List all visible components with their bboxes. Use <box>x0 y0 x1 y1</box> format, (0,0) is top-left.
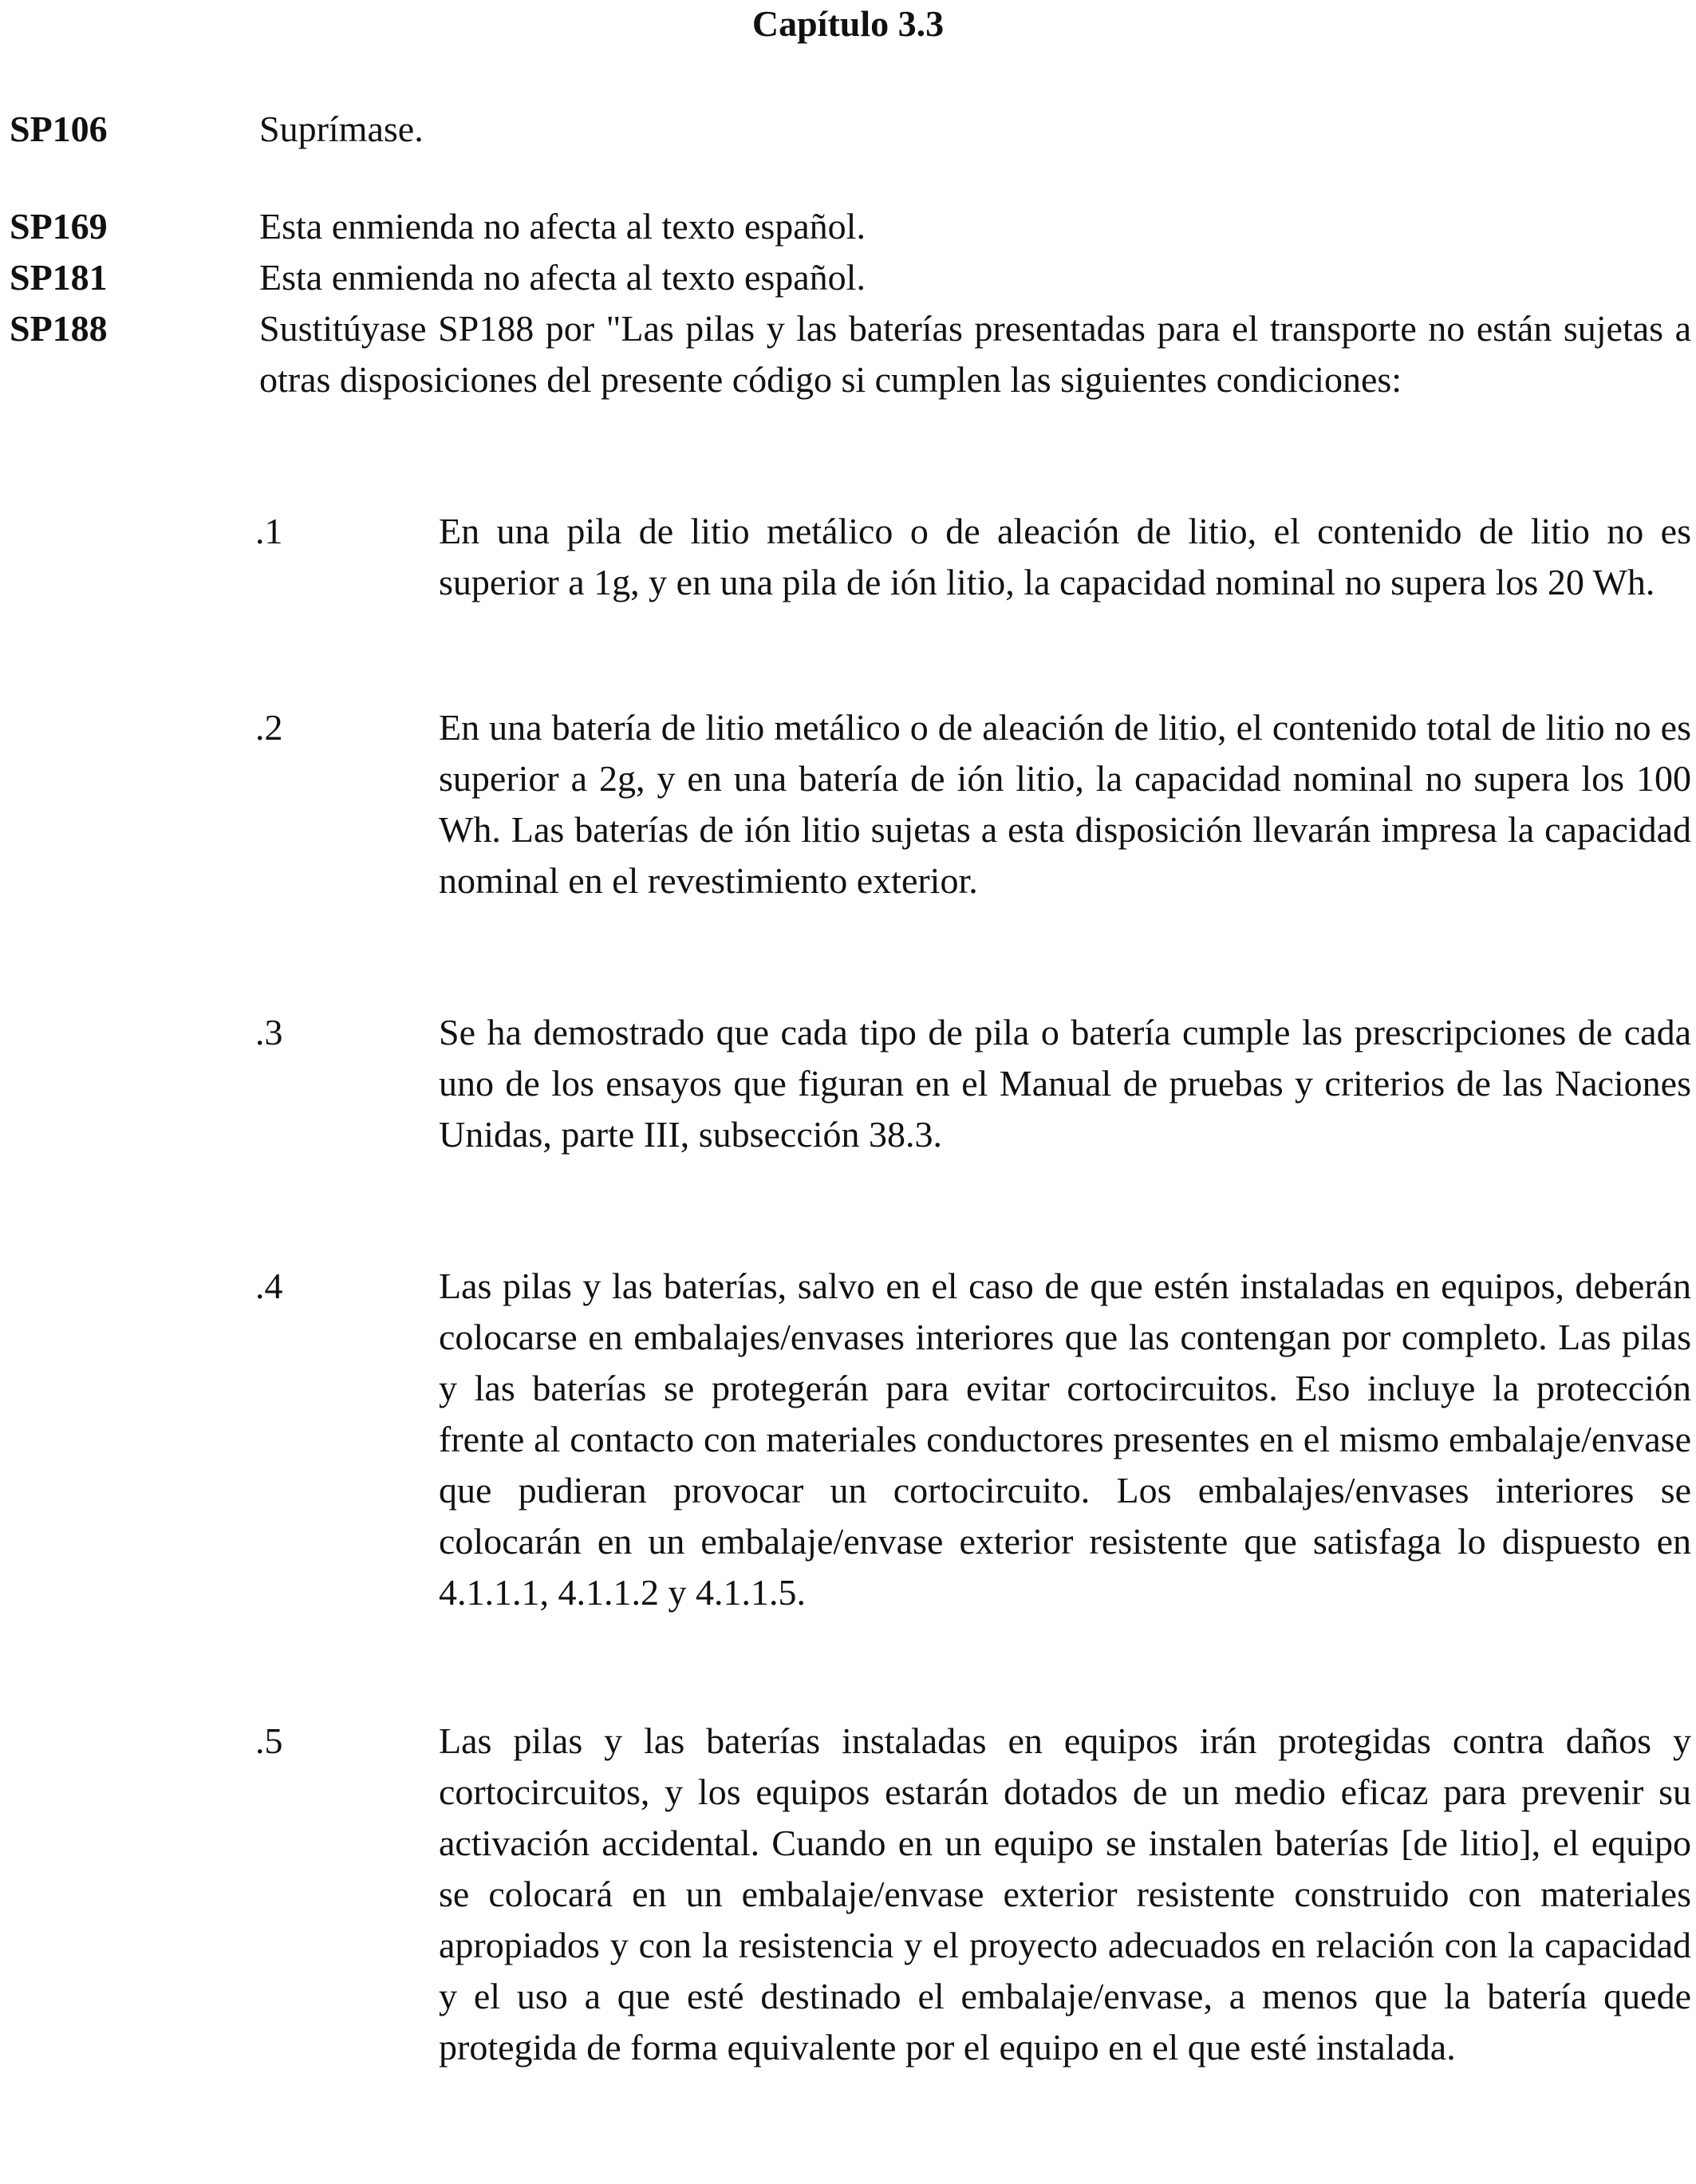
condition-number: .4 <box>255 1266 283 1306</box>
provision-code: SP169 <box>10 206 108 247</box>
condition-text: En una batería de litio metálico o de aleación de litio, el contenido total de litio no es superior a 2g, y en una batería de ión litio, la capacidad nominal no supera los 100 Wh. Las baterías de ión litio sujetas a esta disposición llevarán impresa la capacidad nominal en el revestimiento exterior. <box>439 707 1691 901</box>
condition-number: .5 <box>255 1720 283 1761</box>
condition-number: .3 <box>255 1012 283 1053</box>
provision-text: Suprímase. <box>259 109 424 149</box>
condition-text: Las pilas y las baterías, salvo en el caso de que estén instaladas en equipos, deberán colocarse en embalajes/envases interiores que las contengan por completo. Las pilas y las baterías se protegerán para evitar cortocircuitos. Eso incluye la protección frente al contacto con materiales conductores presentes en el mismo embalaje/envase que pudieran provocar un cortocircuito. Los embalajes/envases interiores se colocarán en un embalaje/envase exterior resistente que satisfaga lo dispuesto en 4.1.1.1, 4.1.1.2 y 4.1.1.5. <box>439 1266 1691 1613</box>
condition-text: Se ha demostrado que cada tipo de pila o batería cumple las prescripciones de cada uno de los ensayos que figuran en el Manual de pruebas y criterios de las Naciones Unidas, parte III, subsección 38.3. <box>439 1012 1691 1155</box>
condition-number: .1 <box>255 511 283 551</box>
provision-text: Esta enmienda no afecta al texto español. <box>259 257 866 298</box>
chapter-title: Capítulo 3.3 <box>751 3 945 44</box>
condition-number: .2 <box>255 707 283 748</box>
provision-code: SP181 <box>10 257 108 298</box>
provision-code: SP106 <box>10 109 108 149</box>
provision-text: Sustitúyase SP188 por "Las pilas y las baterías presentadas para el transporte no están sujetas a otras disposiciones del presente código si cumplen las siguientes condiciones: <box>259 308 1691 400</box>
condition-text: Las pilas y las baterías instaladas en equipos irán protegidas contra daños y cortocircuitos, y los equipos estarán dotados de un medio eficaz para prevenir su activación accidental. Cuando en un equipo se instalen baterías [de litio], el equipo se colocará en un embalaje/envase exterior resistente construido con materiales apropiados y con la resistencia y el proyecto adecuados en relación con la capacidad y el uso a que esté destinado el embalaje/envase, a menos que la batería quede protegida de forma equivalente por el equipo en el que esté instalada. <box>439 1720 1691 2067</box>
condition-text: En una pila de litio metálico o de aleación de litio, el contenido de litio no es superior a 1g, y en una pila de ión litio, la capacidad nominal no supera los 20 Wh. <box>439 511 1691 602</box>
provision-code: SP188 <box>10 308 108 349</box>
provision-text: Esta enmienda no afecta al texto español. <box>259 206 866 247</box>
